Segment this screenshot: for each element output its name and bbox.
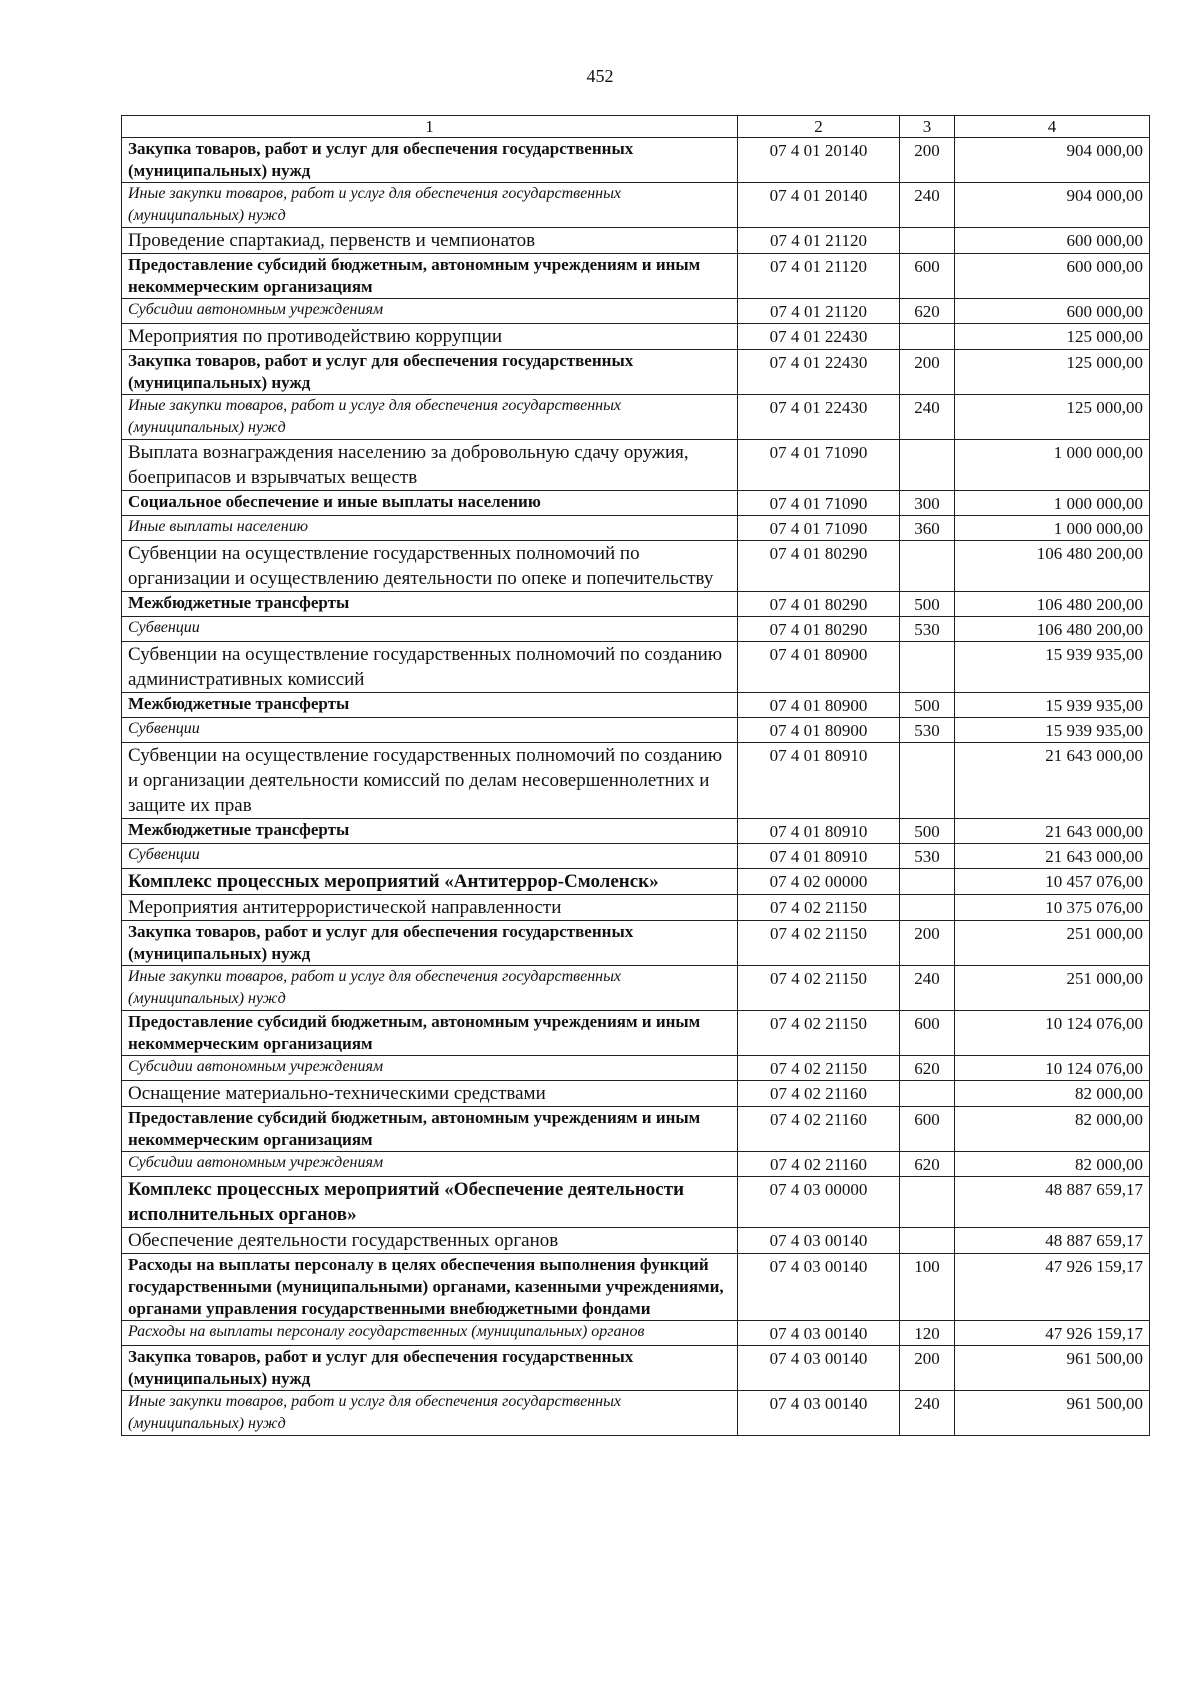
table-row <box>122 966 1150 1011</box>
row-name-cell: Расходы на выплаты персоналу в целях обеспечения выполнения функций государственными (муниципальными) органами, казенными учреждениями, органами управления государственными внебюджетными фондами <box>122 1254 738 1321</box>
row-type-cell: 600 <box>900 1107 955 1152</box>
row-amount-cell: 15 939 935,00 <box>955 718 1150 743</box>
row-type-cell: 530 <box>900 718 955 743</box>
row-code-cell: 07 4 01 71090 <box>738 440 900 491</box>
row-code-cell: 07 4 02 21150 <box>738 1056 900 1081</box>
row-amount-cell: 47 926 159,17 <box>955 1321 1150 1346</box>
table-row <box>122 516 1150 541</box>
row-amount-cell: 1 000 000,00 <box>955 516 1150 541</box>
row-amount-cell: 904 000,00 <box>955 138 1150 183</box>
row-amount-cell: 82 000,00 <box>955 1152 1150 1177</box>
row-amount-cell: 125 000,00 <box>955 324 1150 350</box>
table-body <box>122 138 1150 1436</box>
row-name-cell: Закупка товаров, работ и услуг для обеспечения государственных (муниципальных) нужд <box>122 350 738 395</box>
row-code-cell: 07 4 01 80900 <box>738 642 900 693</box>
row-code-cell: 07 4 02 21160 <box>738 1107 900 1152</box>
row-amount-cell: 106 480 200,00 <box>955 617 1150 642</box>
row-type-cell <box>900 869 955 895</box>
table-row <box>122 299 1150 324</box>
row-type-cell: 200 <box>900 921 955 966</box>
row-code-cell: 07 4 03 00140 <box>738 1228 900 1254</box>
table-row <box>122 1321 1150 1346</box>
row-type-cell <box>900 440 955 491</box>
budget-table <box>121 115 1150 1436</box>
row-name-cell: Закупка товаров, работ и услуг для обеспечения государственных (муниципальных) нужд <box>122 921 738 966</box>
table-row <box>122 254 1150 299</box>
table-row <box>122 350 1150 395</box>
row-type-cell: 240 <box>900 966 955 1011</box>
table-row <box>122 869 1150 895</box>
row-type-cell <box>900 895 955 921</box>
row-code-cell: 07 4 01 80900 <box>738 718 900 743</box>
row-code-cell: 07 4 01 21120 <box>738 254 900 299</box>
table-row <box>122 1107 1150 1152</box>
row-code-cell: 07 4 02 21160 <box>738 1152 900 1177</box>
row-type-cell <box>900 1177 955 1228</box>
row-amount-cell: 48 887 659,17 <box>955 1177 1150 1228</box>
row-code-cell: 07 4 01 21120 <box>738 299 900 324</box>
row-name-cell: Субвенции <box>122 844 738 869</box>
row-type-cell: 200 <box>900 1346 955 1391</box>
row-amount-cell: 106 480 200,00 <box>955 541 1150 592</box>
row-code-cell: 07 4 02 00000 <box>738 869 900 895</box>
row-type-cell: 240 <box>900 395 955 440</box>
row-type-cell: 240 <box>900 183 955 228</box>
row-amount-cell: 10 375 076,00 <box>955 895 1150 921</box>
table-row <box>122 541 1150 592</box>
row-name-cell: Оснащение материально-техническими средствами <box>122 1081 738 1107</box>
row-name-cell: Предоставление субсидий бюджетным, автономным учреждениям и иным некоммерческим организациям <box>122 1011 738 1056</box>
table-row <box>122 718 1150 743</box>
table-row <box>122 693 1150 718</box>
table-row <box>122 1177 1150 1228</box>
row-amount-cell: 1 000 000,00 <box>955 440 1150 491</box>
row-code-cell: 07 4 01 71090 <box>738 491 900 516</box>
row-code-cell: 07 4 01 22430 <box>738 395 900 440</box>
table-row <box>122 1228 1150 1254</box>
row-name-cell: Обеспечение деятельности государственных органов <box>122 1228 738 1254</box>
row-amount-cell: 125 000,00 <box>955 395 1150 440</box>
row-type-cell: 500 <box>900 592 955 617</box>
row-type-cell <box>900 228 955 254</box>
row-code-cell: 07 4 02 21150 <box>738 921 900 966</box>
row-name-cell: Субвенции на осуществление государственных полномочий по созданию и организации деятельности комиссий по делам несовершеннолетних и защите их прав <box>122 743 738 819</box>
row-type-cell <box>900 324 955 350</box>
row-name-cell: Иные выплаты населению <box>122 516 738 541</box>
row-name-cell: Иные закупки товаров, работ и услуг для обеспечения государственных (муниципальных) нужд <box>122 966 738 1011</box>
row-type-cell: 300 <box>900 491 955 516</box>
table-row <box>122 1056 1150 1081</box>
row-code-cell: 07 4 03 00000 <box>738 1177 900 1228</box>
row-code-cell: 07 4 01 21120 <box>738 228 900 254</box>
table-row <box>122 844 1150 869</box>
row-name-cell: Субсидии автономным учреждениям <box>122 299 738 324</box>
row-name-cell: Субвенции <box>122 718 738 743</box>
row-amount-cell: 961 500,00 <box>955 1391 1150 1436</box>
row-code-cell: 07 4 01 80290 <box>738 541 900 592</box>
table-row <box>122 1346 1150 1391</box>
row-code-cell: 07 4 03 00140 <box>738 1254 900 1321</box>
row-code-cell: 07 4 01 80290 <box>738 617 900 642</box>
row-type-cell: 530 <box>900 617 955 642</box>
row-type-cell <box>900 541 955 592</box>
header-col-name: 1 <box>122 116 738 138</box>
table-header-row <box>122 116 1150 138</box>
row-amount-cell: 10 124 076,00 <box>955 1056 1150 1081</box>
row-amount-cell: 21 643 000,00 <box>955 743 1150 819</box>
row-amount-cell: 251 000,00 <box>955 921 1150 966</box>
row-type-cell: 530 <box>900 844 955 869</box>
row-type-cell: 120 <box>900 1321 955 1346</box>
row-code-cell: 07 4 02 21160 <box>738 1081 900 1107</box>
row-name-cell: Межбюджетные трансферты <box>122 819 738 844</box>
row-amount-cell: 82 000,00 <box>955 1081 1150 1107</box>
row-name-cell: Субвенции на осуществление государственных полномочий по созданию административных комиссий <box>122 642 738 693</box>
row-code-cell: 07 4 01 80900 <box>738 693 900 718</box>
table-row <box>122 1081 1150 1107</box>
row-code-cell: 07 4 03 00140 <box>738 1391 900 1436</box>
row-name-cell: Предоставление субсидий бюджетным, автономным учреждениям и иным некоммерческим организациям <box>122 1107 738 1152</box>
row-name-cell: Субвенции на осуществление государственных полномочий по организации и осуществлению деятельности по опеке и попечительству <box>122 541 738 592</box>
row-code-cell: 07 4 01 20140 <box>738 183 900 228</box>
row-code-cell: 07 4 01 80290 <box>738 592 900 617</box>
table-row <box>122 324 1150 350</box>
row-name-cell: Закупка товаров, работ и услуг для обеспечения государственных (муниципальных) нужд <box>122 138 738 183</box>
row-type-cell: 600 <box>900 1011 955 1056</box>
row-amount-cell: 82 000,00 <box>955 1107 1150 1152</box>
row-name-cell: Иные закупки товаров, работ и услуг для обеспечения государственных (муниципальных) нужд <box>122 1391 738 1436</box>
row-amount-cell: 600 000,00 <box>955 299 1150 324</box>
table-row <box>122 743 1150 819</box>
row-code-cell: 07 4 01 71090 <box>738 516 900 541</box>
row-code-cell: 07 4 01 20140 <box>738 138 900 183</box>
table-row <box>122 1011 1150 1056</box>
row-amount-cell: 600 000,00 <box>955 254 1150 299</box>
row-type-cell <box>900 743 955 819</box>
row-type-cell <box>900 1228 955 1254</box>
row-name-cell: Мероприятия антитеррористической направленности <box>122 895 738 921</box>
row-name-cell: Социальное обеспечение и иные выплаты населению <box>122 491 738 516</box>
table-row <box>122 228 1150 254</box>
row-code-cell: 07 4 01 22430 <box>738 324 900 350</box>
table-row <box>122 592 1150 617</box>
row-type-cell: 620 <box>900 299 955 324</box>
row-name-cell: Иные закупки товаров, работ и услуг для обеспечения государственных (муниципальных) нужд <box>122 183 738 228</box>
row-name-cell: Субсидии автономным учреждениям <box>122 1152 738 1177</box>
table-row <box>122 642 1150 693</box>
row-amount-cell: 15 939 935,00 <box>955 693 1150 718</box>
row-amount-cell: 904 000,00 <box>955 183 1150 228</box>
table-row <box>122 921 1150 966</box>
row-name-cell: Субсидии автономным учреждениям <box>122 1056 738 1081</box>
row-name-cell: Мероприятия по противодействию коррупции <box>122 324 738 350</box>
table-row <box>122 819 1150 844</box>
row-amount-cell: 600 000,00 <box>955 228 1150 254</box>
row-type-cell: 100 <box>900 1254 955 1321</box>
table-row <box>122 1391 1150 1436</box>
row-amount-cell: 961 500,00 <box>955 1346 1150 1391</box>
table-row <box>122 895 1150 921</box>
row-name-cell: Комплекс процессных мероприятий «Обеспечение деятельности исполнительных органов» <box>122 1177 738 1228</box>
row-amount-cell: 106 480 200,00 <box>955 592 1150 617</box>
table-row <box>122 1254 1150 1321</box>
row-name-cell: Выплата вознаграждения населению за добровольную сдачу оружия, боеприпасов и взрывчатых веществ <box>122 440 738 491</box>
row-type-cell: 360 <box>900 516 955 541</box>
table-row <box>122 491 1150 516</box>
row-code-cell: 07 4 01 80910 <box>738 844 900 869</box>
row-amount-cell: 21 643 000,00 <box>955 844 1150 869</box>
table-row <box>122 440 1150 491</box>
row-code-cell: 07 4 02 21150 <box>738 966 900 1011</box>
table-row <box>122 183 1150 228</box>
row-type-cell: 240 <box>900 1391 955 1436</box>
row-name-cell: Проведение спартакиад, первенств и чемпионатов <box>122 228 738 254</box>
header-col-code: 2 <box>738 116 900 138</box>
row-amount-cell: 10 124 076,00 <box>955 1011 1150 1056</box>
row-name-cell: Комплекс процессных мероприятий «Антитеррор-Смоленск» <box>122 869 738 895</box>
row-type-cell: 620 <box>900 1056 955 1081</box>
row-name-cell: Субвенции <box>122 617 738 642</box>
table-row <box>122 1152 1150 1177</box>
row-name-cell: Межбюджетные трансферты <box>122 592 738 617</box>
row-type-cell <box>900 642 955 693</box>
row-type-cell: 200 <box>900 350 955 395</box>
row-code-cell: 07 4 02 21150 <box>738 1011 900 1056</box>
row-type-cell: 600 <box>900 254 955 299</box>
row-amount-cell: 47 926 159,17 <box>955 1254 1150 1321</box>
row-amount-cell: 21 643 000,00 <box>955 819 1150 844</box>
row-code-cell: 07 4 01 80910 <box>738 743 900 819</box>
row-code-cell: 07 4 01 22430 <box>738 350 900 395</box>
row-amount-cell: 125 000,00 <box>955 350 1150 395</box>
row-name-cell: Закупка товаров, работ и услуг для обеспечения государственных (муниципальных) нужд <box>122 1346 738 1391</box>
row-amount-cell: 1 000 000,00 <box>955 491 1150 516</box>
row-name-cell: Межбюджетные трансферты <box>122 693 738 718</box>
row-type-cell <box>900 1081 955 1107</box>
row-amount-cell: 10 457 076,00 <box>955 869 1150 895</box>
row-name-cell: Иные закупки товаров, работ и услуг для обеспечения государственных (муниципальных) нужд <box>122 395 738 440</box>
row-code-cell: 07 4 02 21150 <box>738 895 900 921</box>
row-code-cell: 07 4 03 00140 <box>738 1321 900 1346</box>
row-amount-cell: 48 887 659,17 <box>955 1228 1150 1254</box>
header-col-type: 3 <box>900 116 955 138</box>
row-type-cell: 500 <box>900 693 955 718</box>
row-name-cell: Предоставление субсидий бюджетным, автономным учреждениям и иным некоммерческим организациям <box>122 254 738 299</box>
row-amount-cell: 15 939 935,00 <box>955 642 1150 693</box>
row-type-cell: 500 <box>900 819 955 844</box>
row-type-cell: 200 <box>900 138 955 183</box>
row-name-cell: Расходы на выплаты персоналу государственных (муниципальных) органов <box>122 1321 738 1346</box>
header-col-amount: 4 <box>955 116 1150 138</box>
row-type-cell: 620 <box>900 1152 955 1177</box>
row-code-cell: 07 4 01 80910 <box>738 819 900 844</box>
page-number: 452 <box>586 66 614 86</box>
row-amount-cell: 251 000,00 <box>955 966 1150 1011</box>
table-row <box>122 138 1150 183</box>
table-row <box>122 395 1150 440</box>
table-row <box>122 617 1150 642</box>
row-code-cell: 07 4 03 00140 <box>738 1346 900 1391</box>
